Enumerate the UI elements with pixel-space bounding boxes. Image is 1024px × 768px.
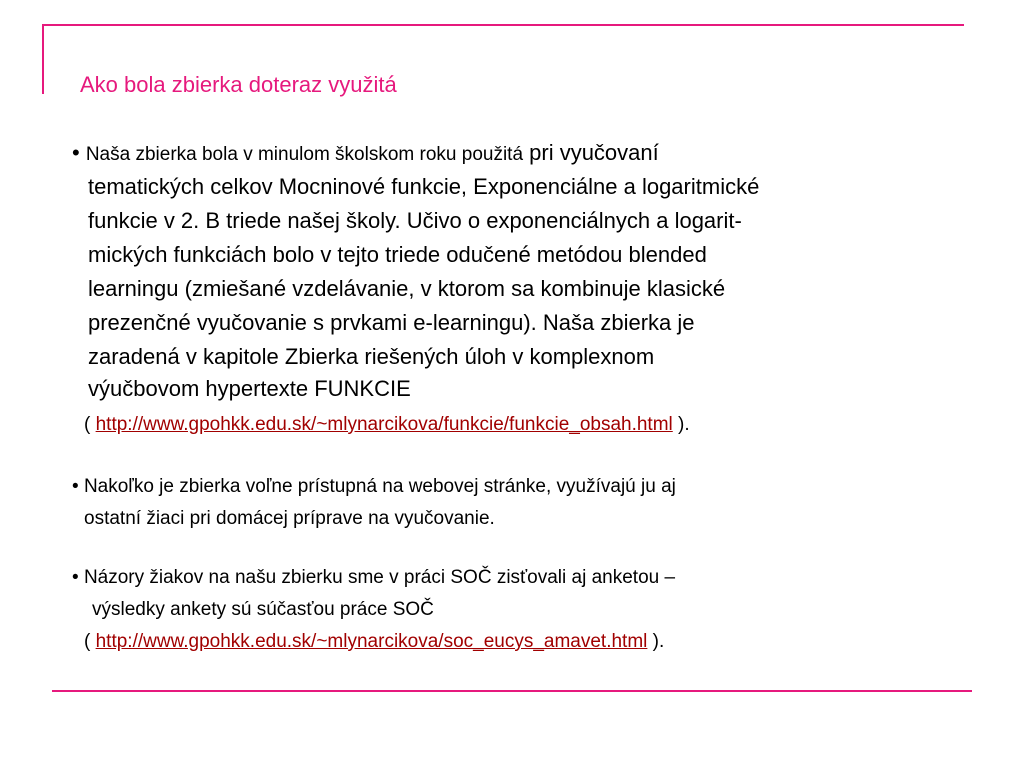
bullet-1-text-large: pri vyučovaní [523, 140, 659, 165]
bullet-3-line-2: výsledky ankety sú súčasťou práce SOČ [92, 599, 434, 620]
bullet-3-link-line [84, 629, 664, 655]
bullet-1-text-small: Naša zbierka bola v minulom školskom roku použitá [85, 144, 524, 165]
bullet-3-link-prefix: ( [84, 631, 96, 652]
bullet-glyph: • [72, 567, 79, 588]
bullet-2-line-2: ostatní žiaci pri domácej príprave na vyučovanie. [84, 508, 495, 529]
frame-left-rule [42, 24, 44, 94]
funkcie-obsah-link[interactable]: http://www.gpohkk.edu.sk/~mlynarcikova/funkcie/funkcie_obsah.html [95, 414, 673, 435]
bullet-1-line-6: prezenčné vyučovanie s prvkami e-learningu). Naša zbierka je [88, 310, 695, 335]
bullet-glyph: • [72, 476, 79, 497]
bullet-1-link-suffix: ). [672, 414, 690, 435]
slide-title: Ako bola zbierka doteraz využitá [80, 72, 397, 97]
bullet-1-link-line [84, 412, 690, 438]
bullet-1-line-8: výučbovom hypertexte FUNKCIE [88, 376, 411, 401]
frame-bottom-rule [52, 690, 972, 692]
bullet-1-line-4: mických funkciách bolo v tejto triede odučené metódou blended [88, 242, 707, 267]
bullet-1-line-5: learningu (zmiešané vzdelávanie, v ktorom sa kombinuje klasické [88, 276, 726, 301]
frame-top-rule [42, 24, 964, 26]
bullet-2-text: Nakoľko je zbierka voľne prístupná na webovej stránke, využívajú ju aj [83, 476, 676, 497]
bullet-1-link-prefix: ( [84, 414, 96, 435]
bullet-2-line-1 [72, 474, 676, 500]
soc-eucys-amavet-link[interactable]: http://www.gpohkk.edu.sk/~mlynarcikova/soc_eucys_amavet.html [95, 631, 648, 652]
bullet-3-text: Názory žiakov na našu zbierku sme v práci SOČ zisťovali aj anketou – [83, 567, 676, 588]
bullet-1-line-2: tematických celkov Mocninové funkcie, Exponenciálne a logaritmické [88, 174, 760, 199]
bullet-glyph: • [72, 140, 80, 165]
bullet-1-line-7: zaradená v kapitole Zbierka riešených úloh v komplexnom [88, 344, 655, 369]
bullet-1-line-1 [72, 140, 659, 168]
bullet-3-link-suffix: ). [647, 631, 665, 652]
bullet-1-line-3: funkcie v 2. B triede našej školy. Učivo o exponenciálnych a logarit- [88, 208, 742, 233]
bullet-3-line-1 [72, 565, 675, 591]
